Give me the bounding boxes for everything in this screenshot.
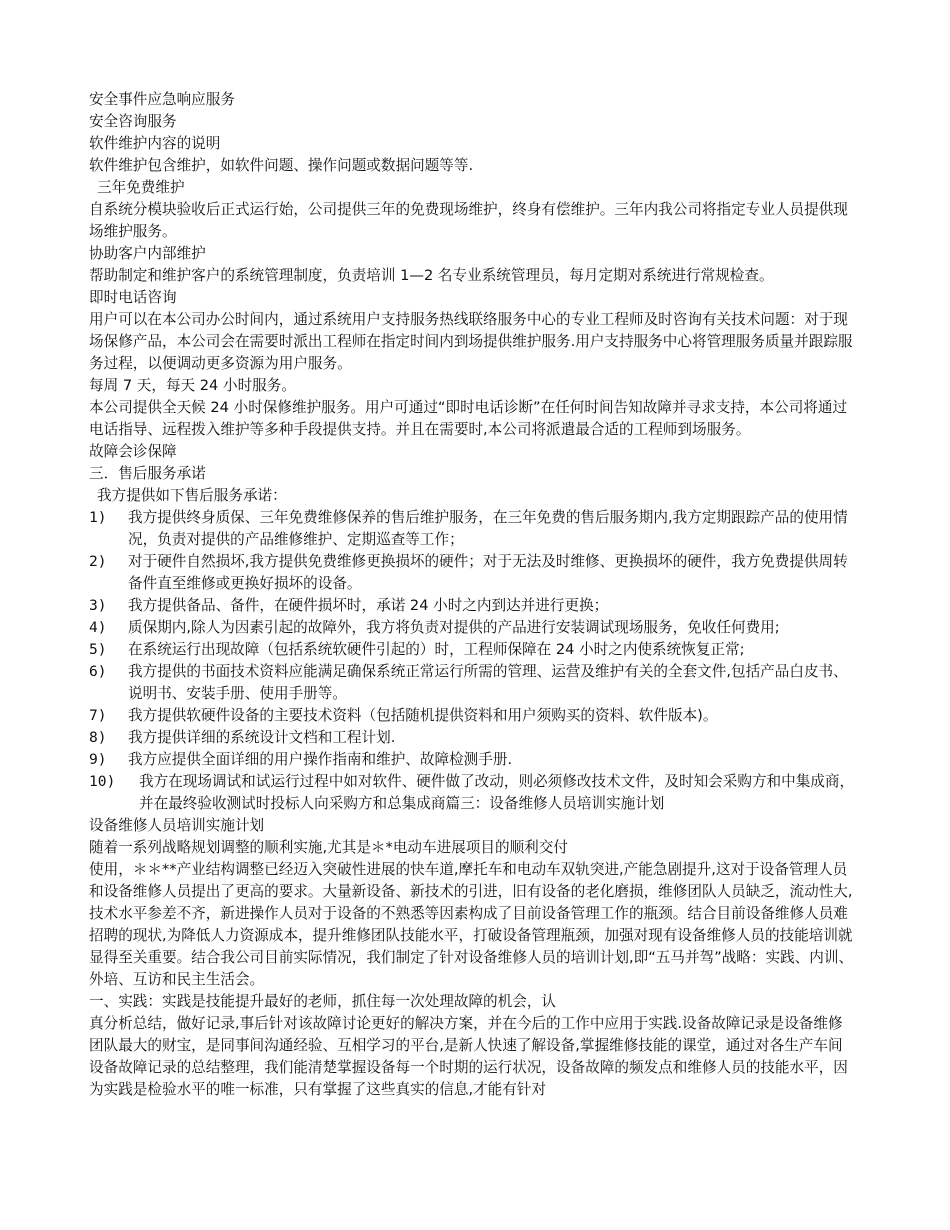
list-item [89,507,855,551]
list-item [89,617,855,639]
list-number: 9) [89,751,107,768]
list-item [89,661,855,705]
list-number: 3) [89,597,107,614]
intro-commitments: 我方提供如下售后服务承诺： [97,487,287,504]
paragraph-training-body: 使用，＊＊**产业结构调整已经迈入突破性进展的快车道,摩托车和电动车双轨突进,产能急剧提升,这对于设备管理人员和设备维修人员提出了更高的要求。大量新设备、新技术的引进，旧有设备的老化磨损，维修团队人员缺乏，流动性大,技术水平参差不齐，新进操作人员对于设备的不熟悉等因素构成了目前设备管理工作的瓶颈。结合目前设备维修人员难招聘的现状,为降低人力资源成本，提升维修团队技能水平，打破设备管理瓶颈，加强对现有设备维修人员的技能培训就显得至关重要。结合我公司目前实际情况，我们制定了针对设备维修人员的培训计划,即“五马并驾”战略：实践、内训、外培、互访和民主生活会。 [89,861,854,988]
list-item [89,749,855,771]
list-text: 我方提供终身质保、三年免费维修保养的售后维护服务，在三年免费的售后服务期内,我方定期跟踪产品的使用情况，负责对提供的产品维修维护、定期巡查等工作； [128,509,848,548]
paragraph-24-hour-repair: 本公司提供全天候 24 小时保修维护服务。用户可通过“即时电话诊断”在任何时间告知故障并寻求支持，本公司将通过电话指导、远程拨入维护等多种手段提供支持。并且在需要时,本公司将派遣最合适的工程师到场服务。 [89,399,848,438]
heading-software-maintenance: 软件维护内容的说明 [89,135,221,152]
list-text: 我方提供详细的系统设计文档和工程计划. [128,729,396,746]
list-item [89,551,855,595]
list-text: 我方提供软硬件设备的主要技术资料（包括随机提供资料和用户须购买的资料、软件版本)。 [128,707,718,724]
heading-phone-consulting: 即时电话咨询 [89,289,177,306]
item-security-incident-response: 安全事件应急响应服务 [89,91,235,108]
paragraph-software-maintenance: 软件维护包含维护，如软件问题、操作问题或数据问题等等. [89,157,474,174]
list-item [89,771,855,815]
list-number: 7) [89,707,107,724]
list-text: 我方提供的书面技术资料应能满足确保系统正常运行所需的管理、运营及维护有关的全套文件,包括产品白皮书、说明书、安装手册、使用手册等。 [128,663,848,702]
list-number: 1) [89,509,107,526]
list-item [89,727,855,749]
list-number: 5) [89,641,107,658]
item-security-consulting: 安全咨询服务 [89,113,177,130]
list-text: 我方在现场调试和试运行过程中如对软件、硬件做了改动，则必须修改技术文件，及时知会采购方和中集成商，并在最终验收测试时投标人向采购方和总集成商篇三：设备维修人员培训实施计划 [139,773,855,812]
heading-practice: 一、实践：实践是技能提升最好的老师，抓住每一次处理故障的机会，认 [89,993,557,1010]
list-text: 在系统运行出现故障（包括系统软硬件引起的）时，工程师保障在 24 小时之内使系统恢复正常; [128,641,745,658]
list-number: 4) [89,619,107,636]
paragraph-phone-consulting: 用户可以在本公司办公时间内，通过系统用户支持服务热线联络服务中心的专业工程师及时咨询有关技术问题：对于现场保修产品，本公司会在需要时派出工程师在指定时间内到场提供维护服务.用户支持服务中心将管理服务质量并跟踪服务过程，以便调动更多资源为用户服务。 [89,311,853,372]
paragraph-customer-internal-maintenance: 帮助制定和维护客户的系统管理制度，负责培训 1—2 名专业系统管理员，每月定期对系统进行常规检查。 [89,267,774,284]
paragraph-three-year-free-maintenance: 自系统分模块验收后正式运行始，公司提供三年的免费现场维护，终身有偿维护。三年内我公司将指定专业人员提供现场维护服务。 [89,201,848,240]
list-item [89,595,855,617]
paragraph-24-7-service: 每周 7 天，每天 24 小时服务。 [89,377,296,394]
heading-fault-consultation: 故障会诊保障 [89,443,177,460]
paragraph-training-intro: 随着一系列战略规划调整的顺利实施,尤其是＊*电动车进展项目的顺利交付 [89,839,568,856]
list-item [89,705,855,727]
list-number: 2) [89,553,107,570]
heading-customer-internal-maintenance: 协助客户内部维护 [89,245,206,262]
list-text: 我方应提供全面详细的用户操作指南和维护、故障检测手册. [128,751,513,768]
heading-after-sales-commitment: 三．售后服务承诺 [89,465,206,482]
list-number: 6) [89,663,107,680]
list-item [89,639,855,661]
list-text: 我方提供备品、备件，在硬件损坏时，承诺 24 小时之内到达并进行更换； [128,597,609,614]
heading-training-plan: 设备维修人员培训实施计划 [89,817,265,834]
list-number: 8) [89,729,107,746]
list-text: 质保期内,除人为因素引起的故障外，我方将负责对提供的产品进行安装调试现场服务，免收任何费用; [128,619,780,636]
commitment-list [89,507,855,815]
list-text: 对于硬件自然损坏,我方提供免费维修更换损坏的硬件；对于无法及时维修、更换损坏的硬件，我方免费提供周转备件直至维修或更换好损坏的设备。 [128,553,848,592]
paragraph-practice: 真分析总结，做好记录,事后针对该故障讨论更好的解决方案，并在今后的工作中应用于实践.设备故障记录是设备维修团队最大的财宝，是同事间沟通经验、互相学习的平台,是新人快速了解设备,掌握维修技能的课堂，通过对各生产车间设备故障记录的总结整理，我们能清楚掌握设备每一个时期的运行状况，设备故障的频发点和维修人员的技能水平，因为实践是检验水平的唯一标准，只有掌握了这些真实的信息,才能有针对 [89,1015,848,1098]
list-number: 10) [89,773,116,790]
heading-three-year-free-maintenance: 三年免费维护 [97,179,185,196]
